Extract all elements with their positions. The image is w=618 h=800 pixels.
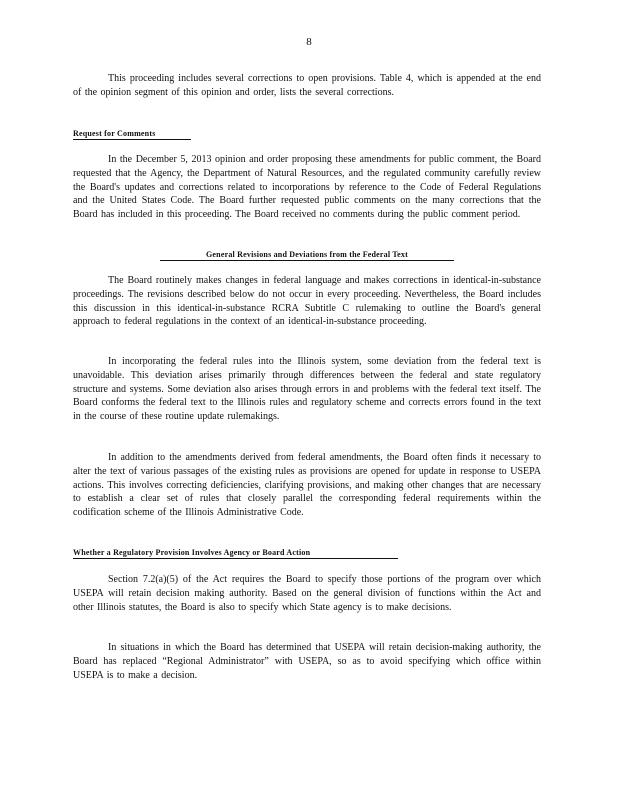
heading-general-revisions: General Revisions and Deviations from the Federal Text: [160, 250, 454, 261]
paragraph-request-comments: In the December 5, 2013 opinion and order proposing these amendments for public comment, the Board requested that the Agency, the Department of Natural Resources, and the regulated community carefully review the Board's updates and corrections related to incorporations by reference to the Code of Federal Regulations and the United States Code. The Board further requested public comments on the many corrections that the Board has included in this proceeding. The Board received no comments during the public comment period.: [73, 154, 541, 221]
heading-agency-or-board-action: Whether a Regulatory Provision Involves Agency or Board Action: [73, 548, 398, 559]
paragraph-deviation: In incorporating the federal rules into the Illinois system, some deviation from the federal text is unavoidable. This deviation arises primarily through differences between the federal and state regulatory structure and systems. Some deviation also arises through errors in and problems with the federal text itself. The Board conforms the federal text to the Illinois rules and regulatory scheme and corrects errors found in the text in the course of these routine update rulemakings.: [73, 356, 541, 423]
heading-request-for-comments: Request for Comments: [73, 129, 191, 140]
paragraph-routine-changes: The Board routinely makes changes in federal language and makes corrections in identical-in-substance proceedings. The revisions described below do not occur in every proceeding. Nevertheless, the Board includes this discussion in this identical-in-substance RCRA Subtitle C rulemaking to outline the Board's general approach to federal regulations in the context of an identical-in-substance proceeding.: [73, 275, 541, 328]
page-number: 8: [306, 36, 312, 48]
paragraph-section-72: Section 7.2(a)(5) of the Act requires the Board to specify those portions of the program over which USEPA will retain decision making authority. Based on the general division of functions within the Act and other Illinois statutes, the Board is also to specify which State agency is to make decisions.: [73, 574, 541, 613]
paragraph-amendments: In addition to the amendments derived from federal amendments, the Board often finds it necessary to alter the text of various passages of the existing rules as provisions are opened for update in response to USEPA actions. This involves correcting deficiencies, clarifying provisions, and making other changes that are necessary to establish a clear set of rules that closely parallel the corresponding federal requirements within the codification scheme of the Illinois Administrative Code.: [73, 452, 541, 519]
paragraph-decision-making: In situations in which the Board has determined that USEPA will retain decision-making authority, the Board has replaced “Regional Administrator” with USEPA, so as to avoid specifying which office within USEPA is to make a decision.: [73, 642, 541, 681]
paragraph-corrections: This proceeding includes several corrections to open provisions. Table 4, which is appended at the end of the opinion segment of this opinion and order, lists the several corrections.: [73, 73, 541, 98]
